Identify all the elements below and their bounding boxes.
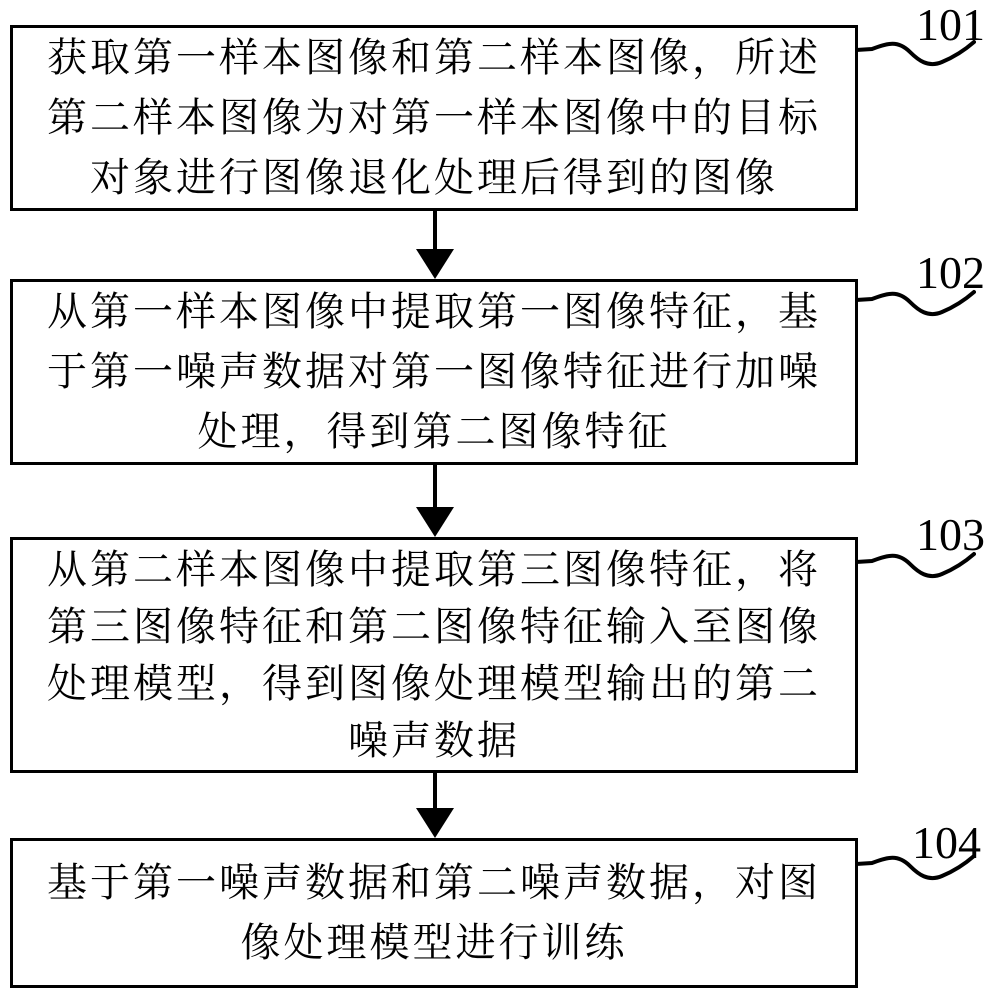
step-number-label-101: 101 (916, 0, 985, 50)
step-102-line-2: 于第一噪声数据对第一图像特征进行加噪 (47, 349, 821, 394)
step-104-line-1: 基于第一噪声数据和第二噪声数据，对图 (47, 860, 821, 905)
step-103-line-3: 处理模型，得到图像处理模型输出的第二 (47, 661, 821, 706)
step-101-line-1: 获取第一样本图像和第二样本图像，所述 (47, 35, 821, 80)
step-101-line-3: 对象进行图像退化处理后得到的图像 (90, 155, 778, 200)
step-number-label-102: 102 (916, 247, 985, 298)
step-104-line-2: 像处理模型进行训练 (240, 920, 628, 965)
step-box-104 (10, 838, 858, 988)
step-102-line-1: 从第一样本图像中提取第一图像特征，基 (47, 289, 821, 334)
step-103-line-4: 噪声数据 (348, 718, 520, 763)
step-box-102 (10, 279, 858, 465)
step-box-103 (10, 537, 858, 773)
step-number-label-103: 103 (916, 509, 985, 560)
step-box-101 (10, 25, 858, 211)
step-103-line-1: 从第二样本图像中提取第三图像特征，将 (47, 547, 821, 592)
step-103-line-2: 第三图像特征和第二图像特征输入至图像 (47, 604, 821, 649)
step-101-line-2: 第二样本图像为对第一样本图像中的目标 (47, 95, 821, 140)
step-102-line-3: 处理，得到第二图像特征 (197, 409, 671, 454)
step-number-label-104: 104 (912, 817, 981, 868)
